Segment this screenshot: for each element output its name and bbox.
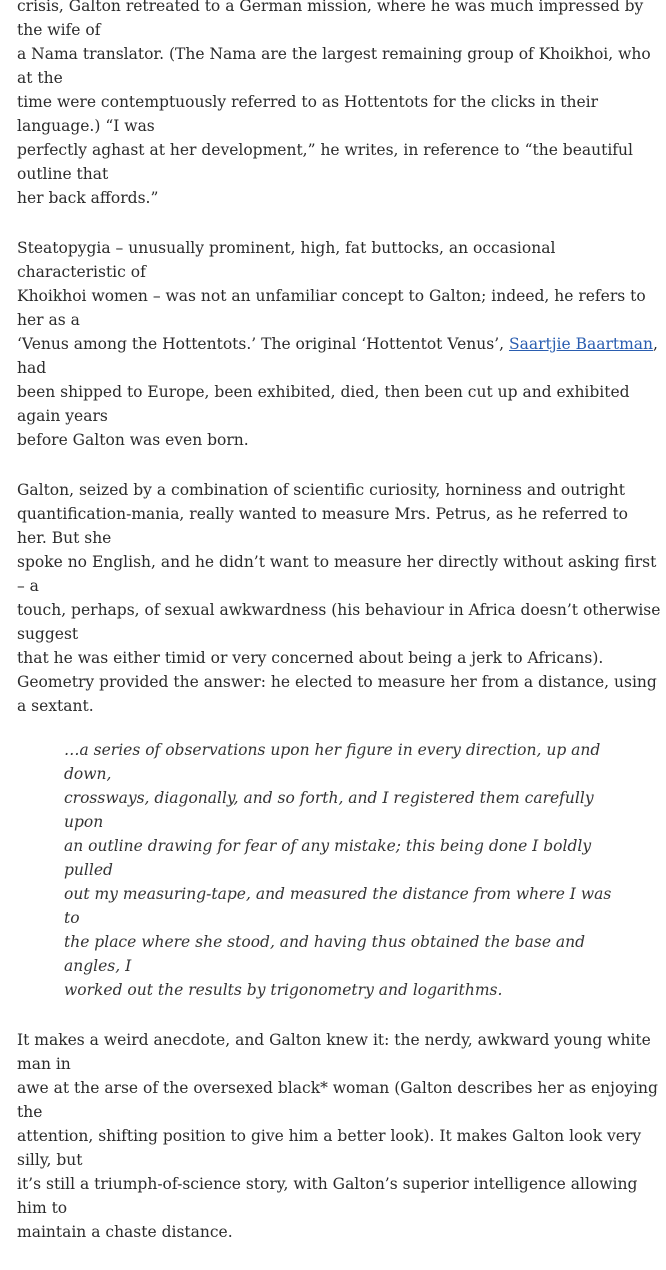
galton-blockquote: …a series of observations upon her figure in every direction, up and down, crossways, diagonally, and so forth, and I registered them carefully upon an outline drawing for fear of any mistake; this being done I boldly pulled out my measuring-tape, and measured the distance from where I was to the place where she stood, and having thus obtained the base and angles, I worked out the results by trigonometry and logarithms. [64,741,612,999]
paragraph-steatopygia [17,236,662,452]
paragraph-steatopygia-text-1: Steatopygia – unusually prominent, high, fat buttocks, an occasional characteristic of Khoikhoi women – was not an unfamiliar concept to Galton; indeed, he refers to her as a ‘Venus among the Hottentots.’ The original ‘Hottentot Venus’, [17,239,646,353]
paragraph-weird-anecdote: It makes a weird anecdote, and Galton knew it: the nerdy, awkward young white man in awe at the arse of the oversexed black* woman (Galton describes her as enjoying the attention, shifting position to give him a better look). It makes Galton look very silly, but it’s still a triumph-of-science story, with Galton’s superior intelligence allowing him to maintain a chaste distance. [17,1031,658,1241]
paragraph-geometry: Geometry provided the answer: he elected to measure her from a distance, using a sextant. [17,673,657,715]
paragraph-measure-desire: Galton, seized by a combination of scientific curiosity, horniness and outright quantification-mania, really wanted to measure Mrs. Petrus, as he referred to her. But she spoke no English, and he didn’t want to measure her directly without asking first – a touch, perhaps, of sexual awkwardness (his behaviour in Africa doesn’t otherwise suggest that he was either timid or very concerned about being a jerk to Africans). [17,481,661,667]
paragraph-nama-translator: crisis, Galton retreated to a German mission, where he was much impressed by the wife of a Nama translator. (The Nama are the largest remaining group of Khoikhoi, who at the time were contemptuously referred to as Hottentots for the clicks in their language.) “I was perfectly aghast at her development,” he writes, in reference to “the beautiful outline that her back affords.” [17,0,651,207]
paragraph-steatopygia-text-2: , had been shipped to Europe, been exhibited, died, then been cut up and exhibited again years before Galton was even born. [17,335,658,449]
saartjie-baartman-link[interactable]: Saartjie Baartman [508,335,654,353]
article-body [17,0,662,1270]
